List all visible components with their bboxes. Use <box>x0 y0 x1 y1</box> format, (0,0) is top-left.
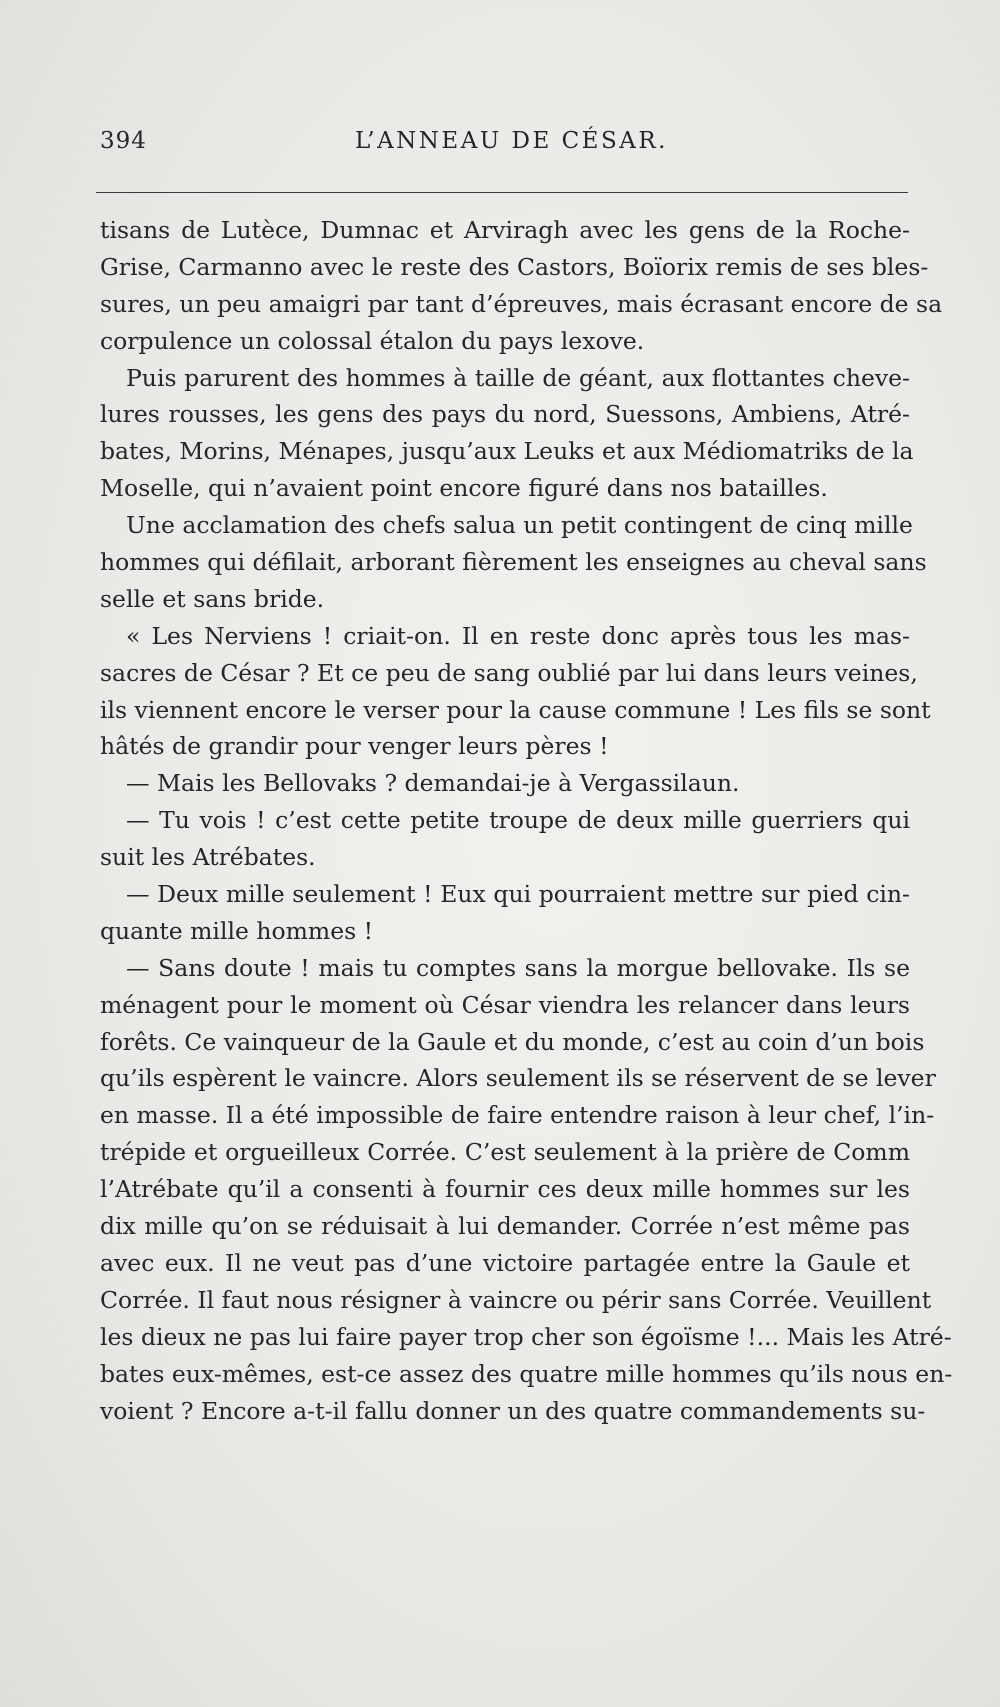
text-line: corpulence un colossal étalon du pays lexove. <box>100 326 645 355</box>
text-line: les dieux ne pas lui faire payer trop cher son égoïsme !... Mais les Atré- <box>100 1322 952 1351</box>
text-line: sacres de César ? Et ce peu de sang oublié par lui dans leurs veines, <box>100 658 918 687</box>
text-line: sures, un peu amaigri par tant d’épreuves, mais écrasant encore de sa <box>100 289 943 318</box>
text-line: bates, Morins, Ménapes, jusqu’aux Leuks et aux Médiomatriks de la <box>100 437 914 466</box>
text-line: hâtés de grandir pour venger leurs pères ! <box>100 732 609 761</box>
page-header <box>100 128 910 168</box>
page-number: 394 <box>100 128 147 154</box>
text-line: — Deux mille seulement ! Eux qui pourraient mettre sur pied cin- <box>126 880 910 909</box>
text-line: suit les Atrébates. <box>100 843 316 872</box>
text-line: dix mille qu’on se réduisait à lui demander. Corrée n’est même pas <box>100 1212 910 1241</box>
text-line: tisans de Lutèce, Dumnac et Arviragh avec les gens de la Roche- <box>100 216 910 244</box>
text-line: en masse. Il a été impossible de faire entendre raison à leur chef, l’in- <box>100 1101 935 1130</box>
text-line: Moselle, qui n’avaient point encore figuré dans nos batailles. <box>100 474 828 503</box>
text-line: avec eux. Il ne veut pas d’une victoire partagée entre la Gaule et <box>100 1248 910 1277</box>
text-line: lures rousses, les gens des pays du nord, Suessons, Ambiens, Atré- <box>100 400 910 429</box>
text-line: trépide et orgueilleux Corrée. C’est seulement à la prière de Comm <box>100 1138 910 1167</box>
body-text <box>100 212 953 1429</box>
text-line: selle et sans bride. <box>100 584 325 613</box>
text-line: quante mille hommes ! <box>100 916 374 945</box>
text-line: Corrée. Il faut nous résigner à vaincre ou périr sans Corrée. Veuillent <box>100 1285 932 1314</box>
text-line: hommes qui défilait, arborant fièrement les enseignes au cheval sans <box>100 548 927 577</box>
text-line: forêts. Ce vainqueur de la Gaule et du monde, c’est au coin d’un bois <box>100 1027 925 1056</box>
text-line: — Tu vois ! c’est cette petite troupe de deux mille guerriers qui <box>126 806 910 835</box>
text-line: — Mais les Bellovaks ? demandai-je à Vergassilaun. <box>126 769 740 798</box>
text-line: « Les Nerviens ! criait-on. Il en reste donc après tous les mas- <box>126 621 910 650</box>
text-line: ils viennent encore le verser pour la cause commune ! Les fils se sont <box>100 695 931 724</box>
running-title: L’ANNEAU DE CÉSAR. <box>355 128 668 154</box>
text-line: bates eux-mêmes, est-ce assez des quatre mille hommes qu’ils nous en- <box>100 1359 953 1388</box>
text-line: voient ? Encore a-t-il fallu donner un des quatre commandements su- <box>100 1396 926 1425</box>
text-line: Une acclamation des chefs salua un petit contingent de cinq mille <box>126 511 913 540</box>
text-line: — Sans doute ! mais tu comptes sans la morgue bellovake. Ils se <box>126 953 910 982</box>
text-line: l’Atrébate qu’il a consenti à fournir ces deux mille hommes sur les <box>100 1175 910 1204</box>
text-line: ménagent pour le moment où César viendra les relancer dans leurs <box>100 990 910 1019</box>
text-line: Puis parurent des hommes à taille de géant, aux flottantes cheve- <box>126 363 910 392</box>
text-line: Grise, Carmanno avec le reste des Castors, Boïorix remis de ses bles- <box>100 252 929 281</box>
header-rule <box>96 192 908 193</box>
text-line: qu’ils espèrent le vaincre. Alors seulement ils se réservent de se lever <box>100 1064 936 1093</box>
